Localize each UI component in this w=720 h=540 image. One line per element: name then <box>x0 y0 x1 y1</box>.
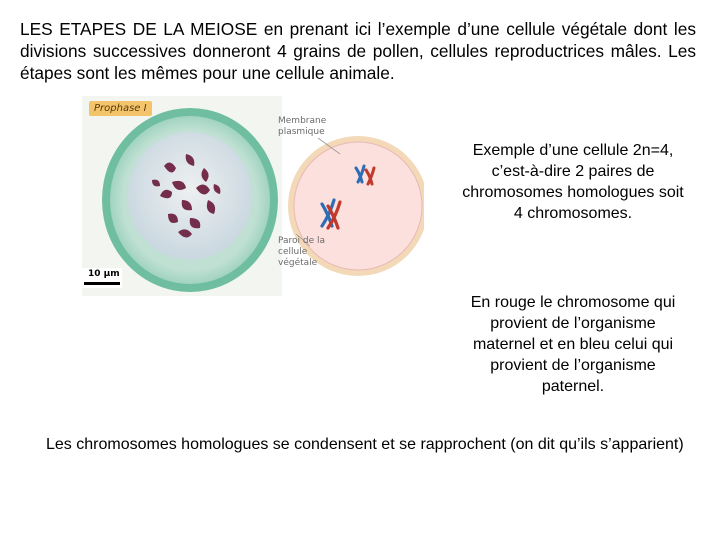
prophase-figure <box>82 96 424 296</box>
prophase-label: Prophase I <box>89 101 152 116</box>
cell-diagram <box>278 96 424 296</box>
micrograph-image <box>82 96 282 296</box>
page-title: LES ETAPES DE LA MEIOSE en prenant ici l’exemple d’une cellule végétale dont les divisions successives donneront 4 grains de pollen, cellules reproductrices mâles. Les étapes sont les mêmes pour une cellule animale. <box>20 19 696 83</box>
explanation-cell: Exemple d’une cellule 2n=4, c’est-à-dire 2 paires de chromosomes homologues soit 4 chromosomes. <box>462 142 684 222</box>
explanation-colors: En rouge le chromosome qui provient de l’organisme maternel et en bleu celui qui provient de l’organisme paternel. <box>470 294 676 395</box>
scale-label: 10 µm <box>88 269 120 279</box>
micrograph <box>82 96 282 296</box>
prophase-description: Les chromosomes homologues se condensent et se rapprochent (on dit qu’ils s’apparient) <box>46 436 684 453</box>
scale-bar <box>82 268 122 288</box>
label-membrane: Membrane plasmique <box>278 116 327 137</box>
label-cell-wall: Paroi de la cellule végétale <box>278 236 326 268</box>
scale-line <box>84 282 120 285</box>
